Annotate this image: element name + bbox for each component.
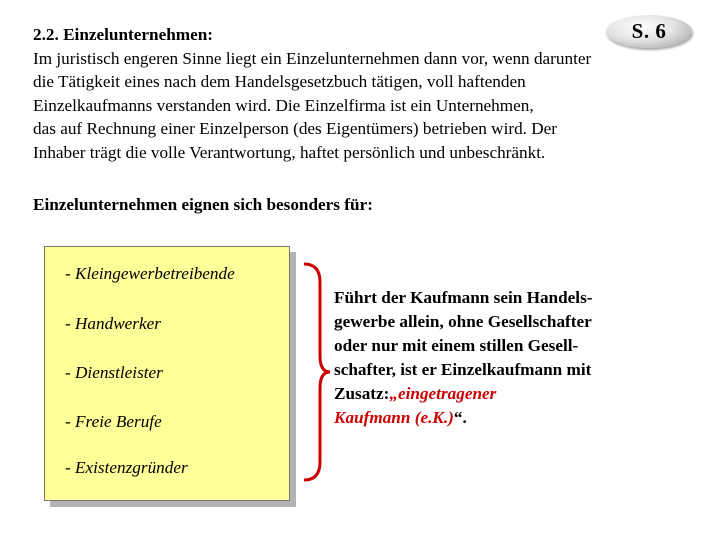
note-line: schafter, ist er Einzelkaufmann mit bbox=[334, 360, 592, 379]
list-item: - Dienstleister bbox=[65, 363, 163, 382]
list-item: - Freie Berufe bbox=[65, 412, 162, 431]
list-item: - Existenzgründer bbox=[65, 458, 188, 477]
note-line: Führt der Kaufmann sein Handels- bbox=[334, 288, 593, 307]
note-plain-text: Zusatz: bbox=[334, 384, 390, 403]
note-plain-text: “. bbox=[453, 408, 467, 427]
note-emphasis: „eingetragener bbox=[389, 384, 497, 403]
intro-line: Im juristisch engeren Sinne liegt ein Einzelunternehmen dann vor, wenn darunter bbox=[33, 48, 592, 68]
intro-line: Inhaber trägt die volle Verantwortung, haftet persönlich und unbeschränkt. bbox=[33, 142, 546, 162]
list-item: - Kleingewerbetreibende bbox=[65, 264, 235, 283]
intro-line: das auf Rechnung einer Einzelperson (des Eigentümers) betrieben wird. Der bbox=[33, 119, 558, 139]
intro-paragraph bbox=[33, 23, 720, 165]
list-item: - Handwerker bbox=[65, 314, 161, 333]
suited-for-heading: Einzelunternehmen eignen sich besonders für: bbox=[33, 195, 373, 214]
intro-line: die Tätigkeit eines nach dem Handelsgesetzbuch tätigen, voll haftenden bbox=[33, 72, 526, 92]
right-brace-icon bbox=[300, 262, 334, 482]
note-line: oder nur mit einem stillen Gesell- bbox=[334, 336, 579, 355]
suited-for-list bbox=[44, 246, 290, 501]
note-line bbox=[334, 382, 592, 406]
intro-line: Einzelkaufmanns verstanden wird. Die Einzelfirma ist ein Unternehmen, bbox=[33, 95, 534, 115]
page-number-badge: S. 6 bbox=[606, 15, 692, 48]
note-line: gewerbe allein, ohne Gesellschafter bbox=[334, 312, 592, 331]
note-line bbox=[334, 406, 592, 430]
note-emphasis: Kaufmann (e.K.) bbox=[334, 408, 454, 427]
section-heading: 2.2. Einzelunternehmen: bbox=[33, 25, 213, 44]
einzelkaufmann-note bbox=[334, 286, 592, 430]
